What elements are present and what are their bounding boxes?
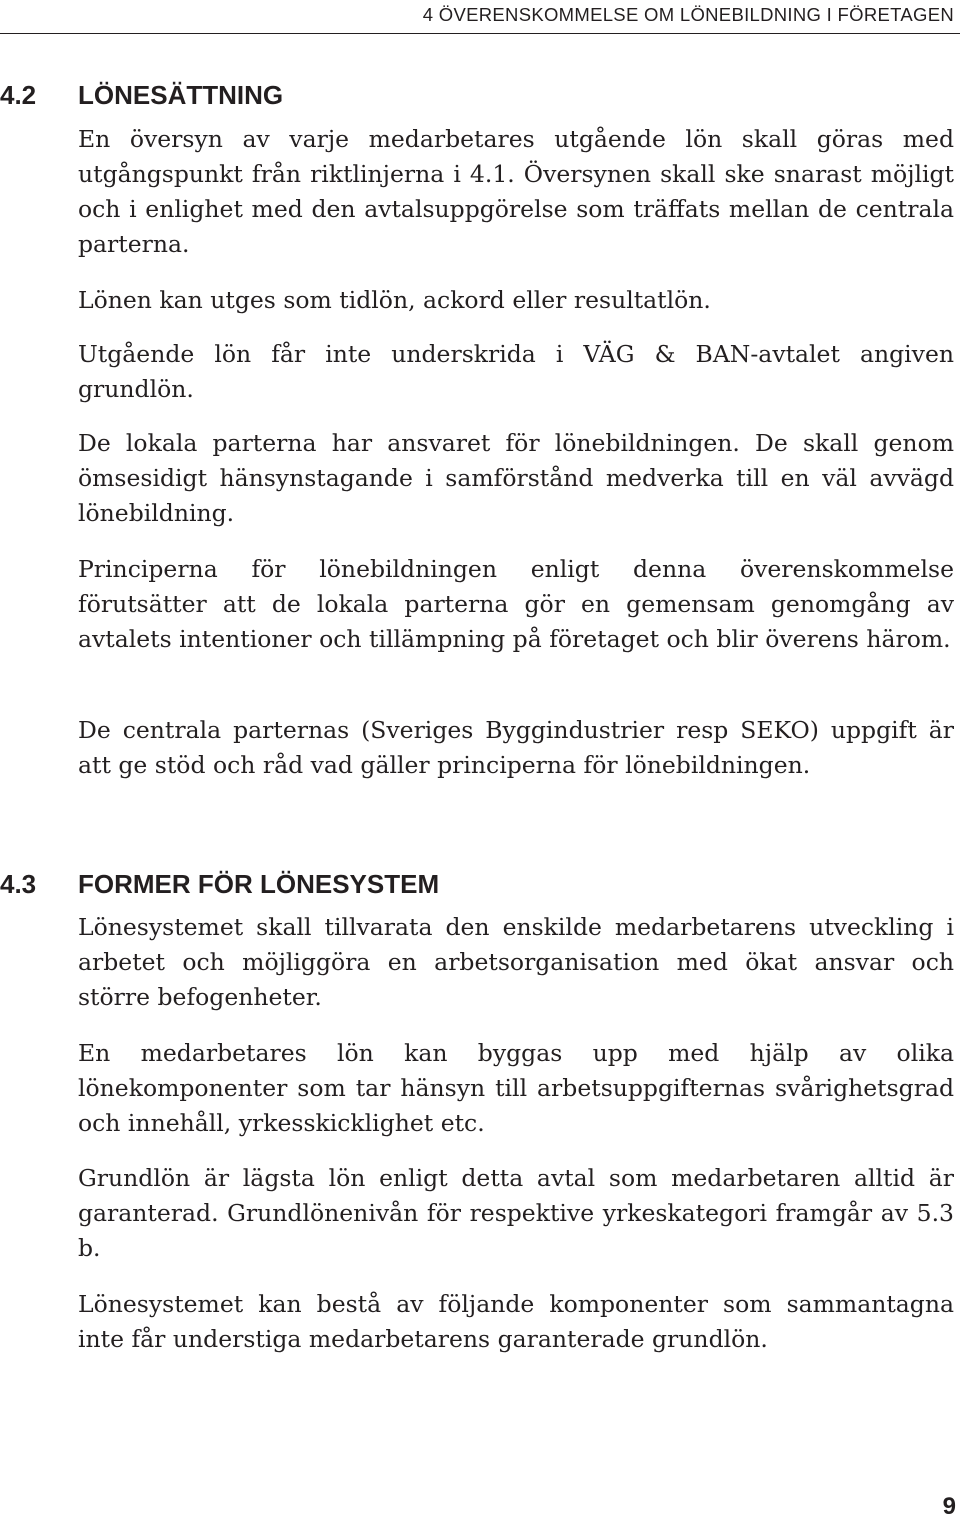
- paragraph: [78, 283, 954, 318]
- running-head-text: 4 ÖVERENSKOMMELSE OM LÖNEBILDNING I FÖRETAGEN: [422, 4, 954, 25]
- page-number: 9: [942, 1493, 956, 1520]
- paragraph-text: Lönesystemet skall tillvarata den enskilde medarbetarens utveckling i arbetet och möjliggöra en arbetsorganisation med ökat ansvar och större befogenheter.: [78, 913, 954, 1011]
- paragraph-text: Lönesystemet kan bestå av följande komponenter som sammantagna inte får understiga medarbetarens garanterade grundlön.: [78, 1290, 954, 1353]
- paragraph: [78, 552, 954, 657]
- paragraph-text: Lönen kan utges som tidlön, ackord eller resultatlön.: [78, 286, 711, 314]
- paragraph: [78, 426, 954, 531]
- paragraph-text: De lokala parterna har ansvaret för lönebildningen. De skall genom ömsesidigt hänsynstagande i samförstånd medverka till en väl avvägd lönebildning.: [78, 429, 954, 527]
- paragraph: [78, 910, 954, 1015]
- paragraph-text: De centrala parternas (Sveriges Byggindustrier resp SEKO) uppgift är att ge stöd och råd vad gäller principerna för lönebildningen.: [78, 716, 954, 779]
- paragraph: [78, 337, 954, 407]
- section-heading-4-3: [0, 869, 439, 900]
- paragraph: [78, 1161, 954, 1266]
- paragraph-text: Utgående lön får inte underskrida i VÄG & BAN-avtalet angiven grundlön.: [78, 340, 954, 403]
- paragraph-text: Grundlön är lägsta lön enligt detta avtal som medarbetaren alltid är garanterad. Grundlönenivån för respektive yrkeskategori framgår av 5.3 b.: [78, 1164, 954, 1262]
- section-number: 4.3: [0, 869, 37, 899]
- section-number: 4.2: [0, 80, 37, 110]
- paragraph-text: En medarbetares lön kan byggas upp med hjälp av olika lönekomponenter som tar hänsyn till arbetsuppgifternas svårighetsgrad och innehåll, yrkesskicklighet etc.: [78, 1039, 954, 1137]
- paragraph: [78, 713, 954, 783]
- paragraph: [78, 122, 954, 262]
- running-head: [0, 0, 960, 34]
- paragraph: [78, 1036, 954, 1141]
- paragraph: [78, 1287, 954, 1357]
- section-title: LÖNESÄTTNING: [78, 80, 284, 110]
- section-heading-4-2: [0, 80, 283, 111]
- section-title: FORMER FÖR LÖNESYSTEM: [78, 869, 440, 899]
- paragraph-text: En översyn av varje medarbetares utgående lön skall göras med utgångspunkt från riktlinjerna i 4.1. Översynen skall ske snarast möjligt och i enlighet med den avtalsuppgörelse som träffats mellan de centrala parterna.: [78, 125, 954, 258]
- paragraph-text: Principerna för lönebildningen enligt denna överenskommelse förutsätter att de lokala parterna gör en gemensam genomgång av avtalets intentioner och tillämpning på företaget och blir överens härom.: [78, 555, 954, 653]
